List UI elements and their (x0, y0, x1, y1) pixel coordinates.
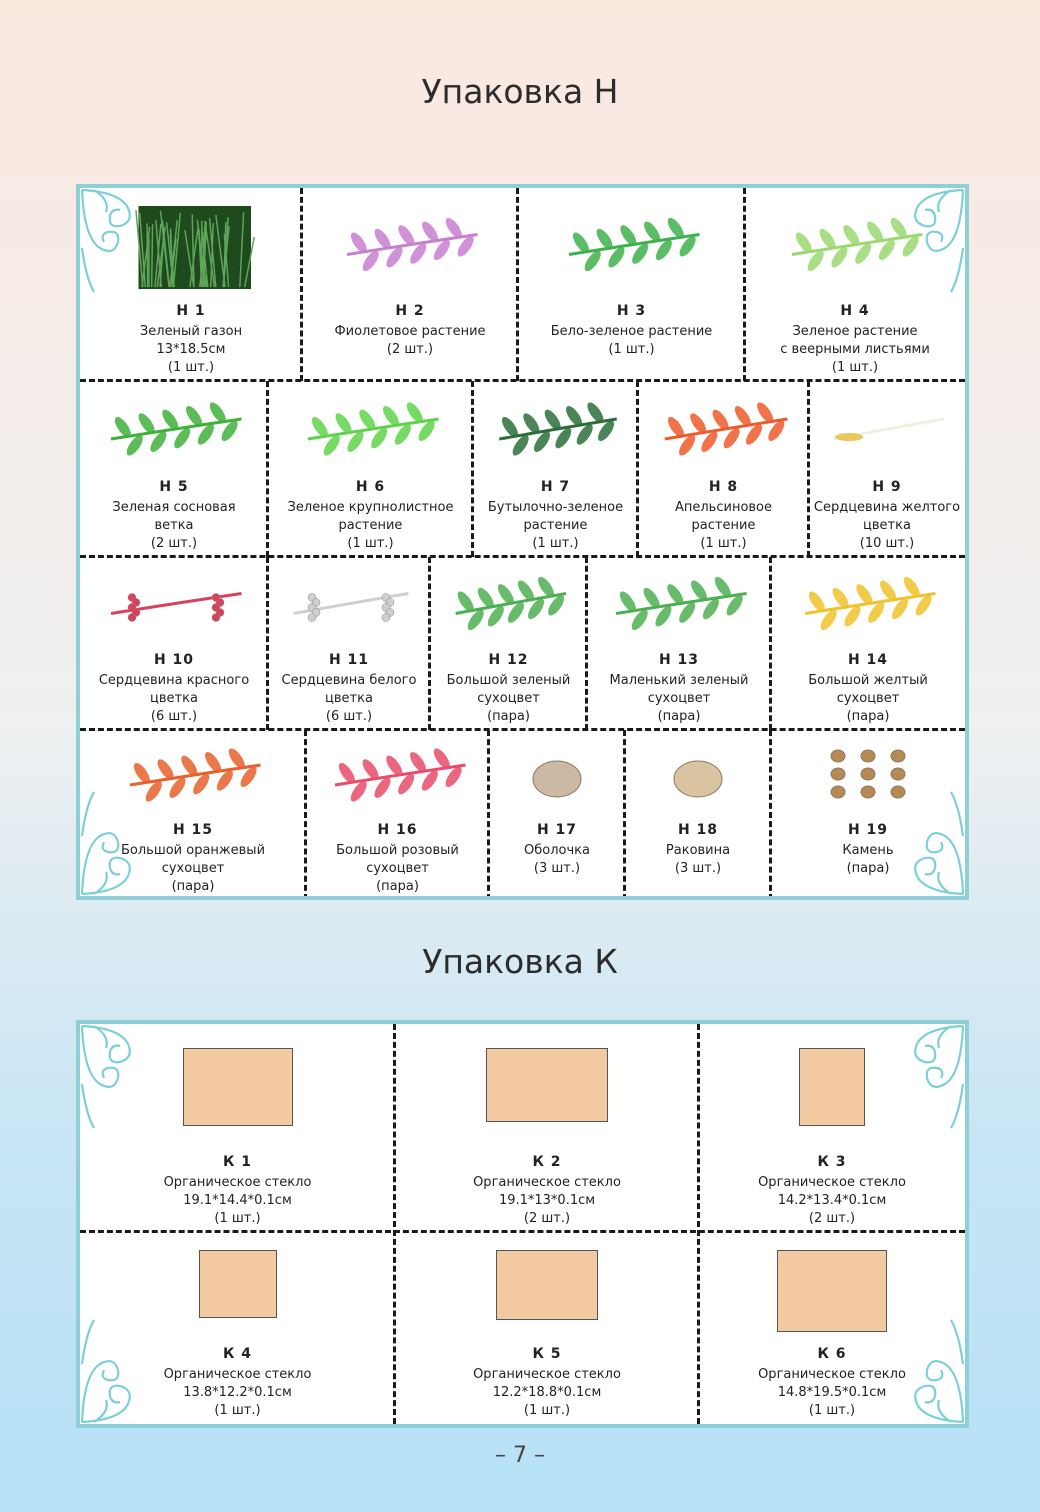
item-description: Органическое стекло (163, 1367, 312, 1382)
acrylic-sheet-image (777, 1250, 887, 1332)
item-description: (1 шт.) (532, 536, 579, 551)
acrylic-sheet-image (799, 1048, 865, 1126)
item-code: Н 5 (159, 479, 189, 495)
acrylic-item (80, 1232, 395, 1424)
item-description: (2 шт.) (386, 342, 434, 357)
item-description: Апельсиновое (674, 500, 773, 515)
item-description: 14.2*13.4*0.1см (777, 1193, 887, 1208)
item-description: Сердцевина белого (281, 673, 417, 688)
item-code: Н 14 (847, 652, 889, 668)
plant-item (745, 188, 965, 381)
item-description: Большой зеленый (446, 673, 571, 688)
item-description: Органическое стекло (758, 1367, 906, 1382)
item-description: 13.8*12.2*0.1см (183, 1385, 292, 1400)
plant-item (268, 557, 430, 730)
item-description: (1 шт.) (347, 536, 394, 551)
item-code: К 5 (532, 1346, 562, 1362)
item-description: сухоцвет (477, 691, 540, 706)
item-description: (1 шт.) (167, 360, 215, 375)
item-description: (6 шт.) (150, 709, 198, 724)
plant-image-icon (504, 744, 610, 814)
item-code: К 2 (532, 1154, 562, 1170)
plant-item (587, 557, 771, 730)
plant-image-icon (793, 571, 943, 644)
plant-image-icon (445, 571, 572, 644)
item-description: (10 шт.) (859, 536, 915, 551)
item-description: Маленький зеленый (609, 673, 749, 688)
acrylic-item (80, 1024, 395, 1232)
item-description: 12.2*18.8*0.1см (492, 1385, 602, 1400)
item-description: Бутылочно-зеленое (487, 500, 624, 515)
plant-image-icon (296, 395, 446, 471)
item-description: растение (523, 518, 588, 533)
item-description: 14.8*19.5*0.1см (777, 1385, 887, 1400)
plant-item (809, 381, 965, 557)
plant-image-icon (604, 571, 754, 644)
item-code: Н 8 (708, 479, 739, 495)
item-description: ветка (154, 518, 194, 533)
plant-image-icon (116, 202, 266, 295)
item-description: (пара) (171, 879, 215, 894)
item-description: Бело-зеленое растение (550, 324, 713, 339)
item-description: сухоцвет (366, 861, 429, 876)
item-description: (3 шт.) (533, 861, 581, 876)
item-description: (1 шт.) (608, 342, 655, 357)
item-description: сухоцвет (836, 691, 900, 706)
item-code: Н 1 (176, 303, 206, 319)
item-description: с веерными листьями (780, 342, 930, 357)
plant-item (80, 730, 306, 900)
item-description: цветка (863, 518, 911, 533)
item-code: Н 12 (488, 652, 529, 668)
item-description: сухоцвет (647, 691, 711, 706)
plant-image-icon (323, 744, 473, 814)
item-code: Н 9 (872, 479, 902, 495)
plant-image-icon (335, 202, 485, 295)
plant-item (473, 381, 638, 557)
plant-image-icon (557, 202, 707, 295)
item-description: (2 шт.) (150, 536, 198, 551)
item-description: (1 шт.) (808, 1403, 856, 1418)
item-code: Н 2 (395, 303, 425, 319)
item-code: Н 11 (328, 652, 370, 668)
plant-image-icon (793, 744, 943, 814)
item-code: К 3 (817, 1154, 847, 1170)
acrylic-sheet-image (486, 1048, 608, 1122)
item-description: Зеленое крупнолистное (287, 500, 454, 515)
item-description: (1 шт.) (214, 1403, 261, 1418)
item-code: Н 7 (540, 479, 571, 495)
item-description: (пара) (846, 709, 890, 724)
item-description: Органическое стекло (758, 1175, 906, 1190)
item-description: растение (691, 518, 756, 533)
package-k-panel (76, 1020, 969, 1428)
item-description: (1 шт.) (523, 1403, 571, 1418)
plant-item (638, 381, 809, 557)
plant-image-icon (99, 571, 249, 644)
item-description: Большой желтый (808, 673, 928, 688)
item-description: (пара) (846, 861, 890, 876)
item-code: Н 15 (172, 822, 214, 838)
plant-item (80, 557, 268, 730)
item-description: Органическое стекло (473, 1367, 621, 1382)
item-code: Н 13 (658, 652, 700, 668)
plant-image-icon (488, 395, 623, 471)
item-description: сухоцвет (161, 861, 225, 876)
item-description: Сердцевина желтого (813, 500, 961, 515)
item-description: (1 шт.) (831, 360, 879, 375)
item-description: (2 шт.) (808, 1211, 856, 1226)
item-description: Фиолетовое растение (334, 324, 486, 339)
plant-item (771, 557, 965, 730)
item-code: Н 10 (153, 652, 195, 668)
acrylic-item (395, 1232, 699, 1424)
item-description: Зеленая сосновая (112, 500, 236, 515)
plant-item (302, 188, 518, 381)
plant-image-icon (283, 571, 415, 644)
acrylic-sheet-image (183, 1048, 293, 1126)
item-description: цветка (150, 691, 198, 706)
item-description: (2 шт.) (523, 1211, 571, 1226)
plant-item (268, 381, 473, 557)
plant-item (518, 188, 745, 381)
item-code: К 1 (222, 1154, 253, 1170)
plant-item (771, 730, 965, 900)
item-description: Большой розовый (336, 843, 459, 858)
acrylic-item (699, 1024, 965, 1232)
item-code: К 6 (817, 1346, 847, 1362)
item-code: К 4 (222, 1346, 253, 1362)
item-description: 19.1*14.4*0.1см (183, 1193, 292, 1208)
section-title-h: Упаковка Н (421, 72, 619, 111)
item-description: Сердцевина красного (98, 673, 250, 688)
item-description: (пара) (376, 879, 419, 894)
plant-item (430, 557, 587, 730)
plant-image-icon (640, 744, 756, 814)
item-description: Оболочка (524, 843, 590, 858)
item-description: (3 шт.) (674, 861, 722, 876)
plant-item (489, 730, 625, 900)
section-title-k: Упаковка К (422, 942, 618, 981)
item-description: (пара) (657, 709, 701, 724)
plant-image-icon (653, 395, 794, 471)
item-description: Зеленый газон (139, 324, 243, 339)
item-code: Н 6 (355, 479, 386, 495)
item-description: растение (338, 518, 403, 533)
plant-item (306, 730, 489, 900)
item-description: (1 шт.) (214, 1211, 261, 1226)
item-code: Н 17 (536, 822, 578, 838)
plant-item (625, 730, 771, 900)
plant-item (80, 188, 302, 381)
page-number: – 7 – (495, 1443, 545, 1468)
item-description: 13*18.5см (156, 342, 226, 357)
plant-image-icon (118, 744, 268, 814)
item-description: Органическое стекло (163, 1175, 312, 1190)
plant-image-icon (824, 395, 950, 471)
item-description: цветка (325, 691, 373, 706)
plant-image-icon (99, 395, 249, 471)
package-h-panel (76, 184, 969, 900)
item-code: Н 18 (677, 822, 719, 838)
item-description: (6 шт.) (325, 709, 373, 724)
item-description: 19.1*13*0.1см (498, 1193, 596, 1208)
item-description: Органическое стекло (473, 1175, 621, 1190)
acrylic-item (395, 1024, 699, 1232)
item-description: (1 шт.) (700, 536, 747, 551)
plant-image-icon (780, 202, 930, 295)
item-code: Н 4 (840, 303, 870, 319)
item-description: Зеленое растение (792, 324, 918, 339)
item-code: Н 16 (377, 822, 418, 838)
item-description: (пара) (487, 709, 530, 724)
item-description: Большой оранжевый (120, 843, 266, 858)
acrylic-item (699, 1232, 965, 1424)
item-description: Камень (842, 843, 894, 858)
item-code: Н 19 (847, 822, 889, 838)
item-description: Раковина (665, 843, 731, 858)
acrylic-sheet-image (496, 1250, 598, 1320)
plant-item (80, 381, 268, 557)
item-code: Н 3 (616, 303, 647, 319)
acrylic-sheet-image (199, 1250, 277, 1318)
